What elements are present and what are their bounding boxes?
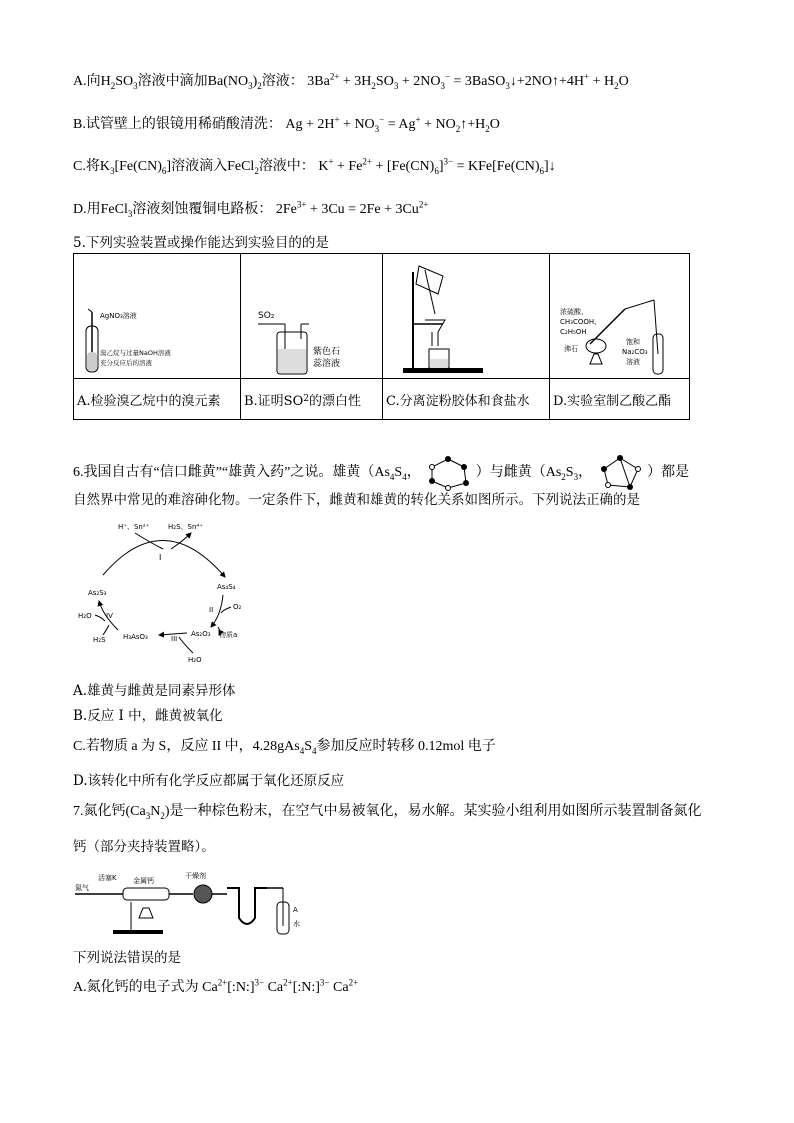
q5-stem: 5.下列实验装置或操作能达到实验目的的是: [73, 235, 329, 251]
svg-text:物质a: 物质a: [219, 631, 238, 639]
q5-caption-b: B.证明SO 2 的漂白性: [241, 378, 382, 419]
label-agno3: AgNO₃溶液: [100, 312, 137, 320]
q5-cell-c: [383, 254, 550, 420]
svg-text:H₂S、Sn⁴⁺: H₂S、Sn⁴⁺: [168, 523, 203, 531]
q7-line1: 7.氮化钙$(Ca_3N_2)$是一种棕色粉末，在空气中易被氧化，易水解。某实验小组利用如图所示装置制备氮化: [73, 804, 702, 821]
q4-option-a: A.向$H_2SO_3$溶液中滴加$Ba(NO_3)_2$溶液： $3Ba^{2+} + 3H_2SO_3 + 2NO_3^-$ = 3BaSO$_3$↓+2NO↑+4H+ + $H_2O$: [73, 71, 629, 91]
label-a: A: [293, 906, 298, 914]
q7-apparatus-figure: [73, 868, 313, 940]
q7-option-a: A.氮化钙的电子式为 $Ca^{2+}[:N:]^{3-}$ $Ca^{2+}[:N:]^{3-}$ $Ca^{2+}$: [73, 977, 359, 995]
q5-cell-b: [241, 254, 383, 420]
svg-text:H⁺、Sn²⁺: H⁺、Sn²⁺: [118, 523, 150, 531]
svg-text:Na₂CO₃: Na₂CO₃: [622, 348, 648, 356]
label-bromoethane: 溴乙烷与过量NaOH溶液: [100, 349, 171, 357]
q7-wrong-stem: 下列说法错误的是: [73, 950, 181, 966]
q6-option-b: B.反应 I 中，雌黄被氧化: [73, 708, 223, 724]
svg-text:H₃AsO₃: H₃AsO₃: [123, 633, 148, 641]
svg-text:O₂: O₂: [233, 603, 242, 611]
svg-text:III: III: [171, 635, 178, 643]
realgar-structure-icon: [424, 455, 472, 491]
svg-text:沸石: 沸石: [564, 345, 578, 353]
label-nitrogen: 氮气: [75, 884, 89, 892]
svg-text:As₄S₄: As₄S₄: [217, 583, 236, 591]
apparatus-b-figure: [241, 254, 381, 378]
svg-text:H₂O: H₂O: [78, 612, 92, 620]
svg-text:H₂O: H₂O: [188, 656, 202, 664]
svg-text:As₂S₃: As₂S₃: [88, 589, 107, 597]
q5-caption-a: A.检验溴乙烷中的溴元素: [74, 378, 240, 419]
q6-line1: 6.我国自古有“信口雌黄”“雄黄入药”之说。雄黄（$As_4S_4$， ）与雌黄（$As_2S_3$， ）都是: [73, 455, 689, 491]
svg-text:溶液: 溶液: [626, 358, 640, 366]
label-calcium: 金属钙: [133, 877, 154, 885]
svg-text:饱和: 饱和: [626, 338, 640, 346]
q5-caption-d: D.实验室制乙酸乙酯: [550, 378, 689, 419]
apparatus-c-figure: [383, 254, 548, 378]
q7-line2: 钙（部分夹持装置略）。: [73, 839, 215, 855]
svg-text:C₂H₅OH: C₂H₅OH: [560, 328, 587, 336]
apparatus-a-figure: [74, 254, 239, 378]
q6-option-d: D.该转化中所有化学反应都属于氧化还原反应: [73, 773, 345, 789]
q6-option-c: C.若物质 a 为 S，反应 II 中，$4.28gAs_4S_4$参加反应时转移 0.12mol 电子: [73, 739, 496, 756]
svg-text:I: I: [159, 553, 162, 562]
label-water: 水: [293, 920, 300, 928]
q4-option-d: D.用FeCl$_3$溶液刻蚀覆铜电路板： $2Fe^{3+} + 3Cu = 2Fe + 3Cu^{2+}$: [73, 199, 429, 219]
label-litmus-2: 蕊溶液: [313, 359, 341, 369]
q5-caption-c: C.分离淀粉胶体和食盐水: [383, 378, 549, 419]
q4-option-b: B.试管壁上的银镜用稀硝酸清洗： $Ag + 2H^+ + NO_3^- = Ag^+$ + $NO_2↑+H_2O$: [73, 114, 500, 134]
apparatus-d-figure: [550, 254, 689, 378]
svg-text:CH₃COOH、: CH₃COOH、: [560, 318, 602, 326]
q6-option-a: A.雄黄与雌黄是同素异形体: [73, 683, 236, 699]
svg-text:As₂O₃: As₂O₃: [191, 630, 211, 638]
svg-text:IV: IV: [106, 612, 113, 620]
svg-text:II: II: [209, 606, 214, 614]
svg-text:浓硫酸、: 浓硫酸、: [560, 308, 588, 316]
label-solution: 充分反应后的溶液: [100, 359, 152, 367]
q6-line2: 自然界中常见的难溶砷化物。一定条件下，雌黄和雄黄的转化关系如图所示。下列说法正确的是: [73, 492, 640, 508]
q6-conversion-diagram: [73, 515, 273, 670]
svg-text:H₂S: H₂S: [93, 636, 106, 644]
label-so2: SO₂: [258, 311, 275, 321]
orpiment-structure-icon: [596, 455, 644, 491]
q4-option-c: C.将$K_3[Fe(CN)_6]$溶液滴入FeCl$_2$溶液中： $K^+ + Fe^{2+} + [Fe(CN)_6]^{3-}$ = $KFe[Fe(CN)_6]↓$: [73, 156, 556, 176]
label-valve: 活塞K: [98, 874, 117, 882]
q5-table: [73, 253, 690, 420]
label-litmus-1: 紫色石: [313, 347, 341, 357]
q5-cell-a: [74, 254, 241, 420]
q5-cell-d: [550, 254, 690, 420]
label-desiccant: 干燥剂: [185, 872, 206, 880]
